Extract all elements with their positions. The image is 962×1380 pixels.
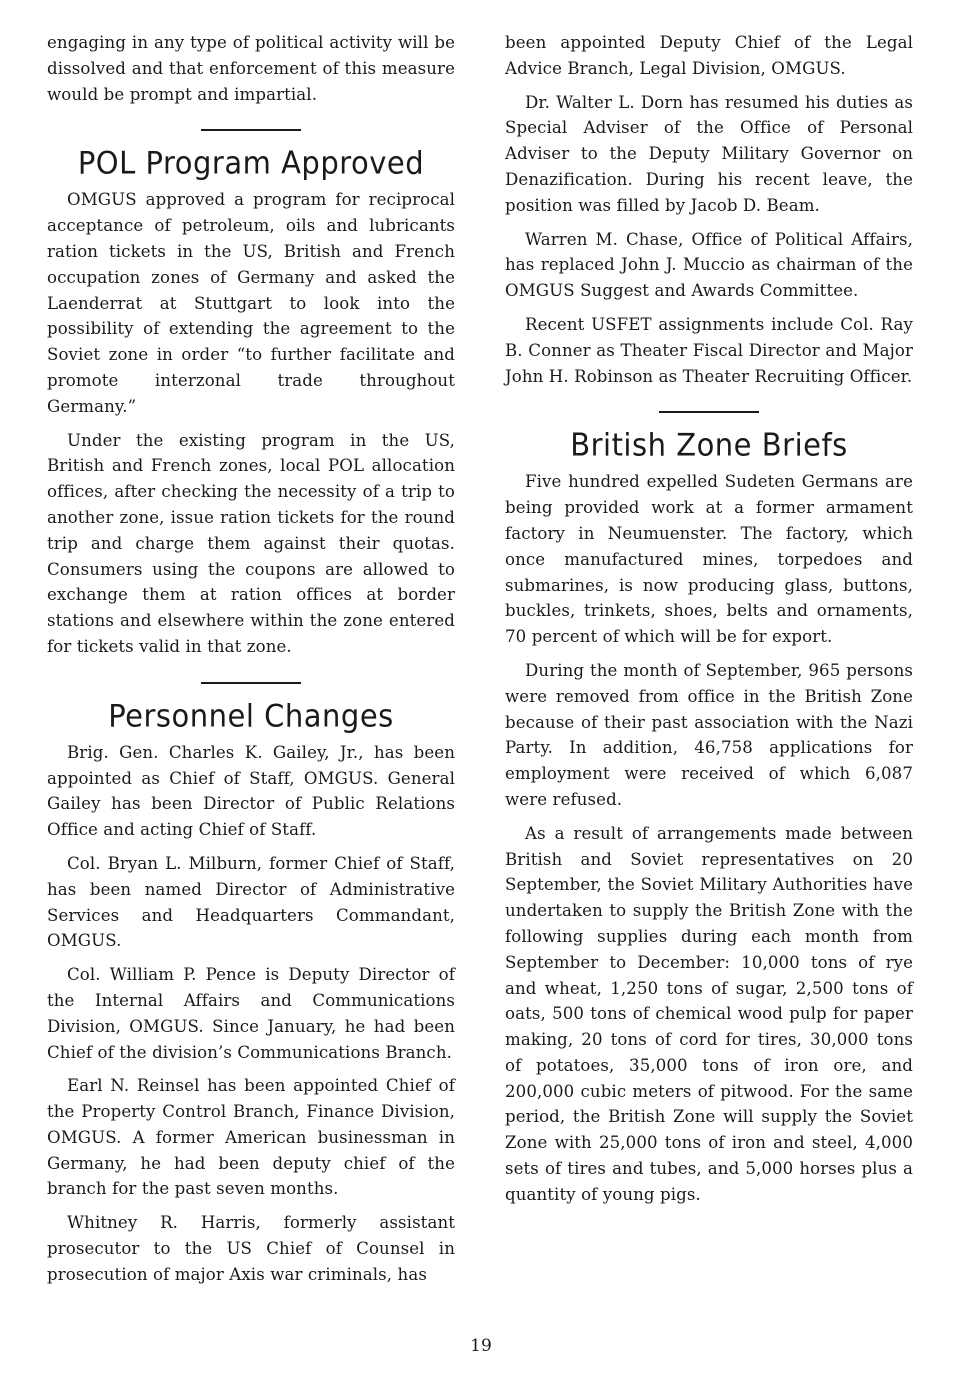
personnel-changes-heading: Personnel Changes bbox=[108, 697, 394, 734]
article-paragraph: Brig. Gen. Charles K. Gailey, Jr., has been appointed as Chief of Staff, OMGUS. General Gailey has been Director of Public Relations Office and acting Chief of Staff. bbox=[47, 742, 455, 840]
article-paragraph: Under the existing program in the US, British and French zones, local POL allocation offices, after checking the necessity of a trip to another zone, issue ration tickets for the round trip and charge them against their quotas. Consumers using the coupons are allowed to exchange them at ration offices at border stations and elsewhere within the zone entered for tickets valid in that zone. bbox=[47, 430, 455, 656]
article-paragraph: Dr. Walter L. Dorn has resumed his duties as Special Adviser of the Office of Personal Adviser to the Deputy Military Governor on Denazification. During his recent leave, the position was filled by Jacob D. Beam. bbox=[505, 92, 913, 215]
article-paragraph: Earl N. Reinsel has been appointed Chief of the Property Control Branch, Finance Division, OMGUS. A former American businessman in Germany, he had been deputy chief of the branch for the past seven months. bbox=[47, 1076, 455, 1199]
page-number: 19 bbox=[470, 1336, 492, 1356]
left-column bbox=[47, 30, 455, 1296]
article-paragraph: Col. Bryan L. Milburn, former Chief of Staff, has been named Director of Administrative Services and Headquarters Commandant, OMGUS. bbox=[47, 853, 455, 951]
article-paragraph: During the month of September, 965 persons were removed from office in the British Zone because of their past association with the Nazi Party. In addition, 46,758 applications for employment were received of which 6,087 were refused. bbox=[505, 660, 913, 809]
british-zone-heading: British Zone Briefs bbox=[570, 427, 848, 464]
section-divider bbox=[659, 411, 759, 413]
section-divider bbox=[201, 129, 301, 131]
article-paragraph: Recent USFET assignments include Col. Ray B. Conner as Theater Fiscal Director and Major John H. Robinson as Theater Recruiting Officer. bbox=[505, 314, 913, 386]
article-paragraph: OMGUS approved a program for reciprocal acceptance of petroleum, oils and lubricants ration tickets in the US, British and French occupation zones of Germany and asked the Laenderrat at Stuttgart to look into the possibility of extending the agreement to the Soviet zone in order “to further facilitate and promote interzonal trade throughout Germany.” bbox=[47, 190, 455, 416]
article-paragraph: been appointed Deputy Chief of the Legal Advice Branch, Legal Division, OMGUS. bbox=[505, 33, 913, 78]
right-column bbox=[505, 30, 913, 1216]
pol-program-heading: POL Program Approved bbox=[77, 145, 425, 182]
article-paragraph: Warren M. Chase, Office of Political Affairs, has replaced John J. Muccio as chairman of the OMGUS Suggest and Awards Committee. bbox=[505, 229, 913, 301]
intro-paragraph: engaging in any type of political activity will be dissolved and that enforcement of this measure would be prompt and impartial. bbox=[47, 33, 455, 104]
article-paragraph: Col. William P. Pence is Deputy Director of the Internal Affairs and Communications Division, OMGUS. Since January, he had been Chief of the division’s Communications Branch. bbox=[47, 965, 455, 1062]
article-paragraph: As a result of arrangements made between British and Soviet representatives on 20 September, the Soviet Military Authorities have undertaken to supply the British Zone with the following supplies during each month from September to December: 10,000 tons of rye and wheat, 1,250 tons of sugar, 2,500 tons of oats, 500 tons of chemical wood pulp for paper making, 20 tons of cord for tires, 30,000 tons of potatoes, 35,000 tons of iron ore, and 200,000 cubic meters of pitwood. For the same period, the British Zone will supply the Soviet Zone with 25,000 tons of iron and steel, 4,000 sets of tires and tubes, and 5,000 horses plus a quantity of young pigs. bbox=[505, 823, 913, 1204]
section-divider bbox=[201, 682, 301, 684]
article-paragraph: Five hundred expelled Sudeten Germans are being provided work at a former armament factory in Neumuenster. The factory, which once manufactured mines, torpedoes and submarines, is now producing glass, buttons, buckles, trinkets, shoes, belts and ornaments, 70 percent of which will be for export. bbox=[505, 472, 913, 647]
article-paragraph: Whitney R. Harris, formerly assistant prosecutor to the US Chief of Counsel in prosecution of major Axis war criminals, has bbox=[47, 1213, 455, 1284]
